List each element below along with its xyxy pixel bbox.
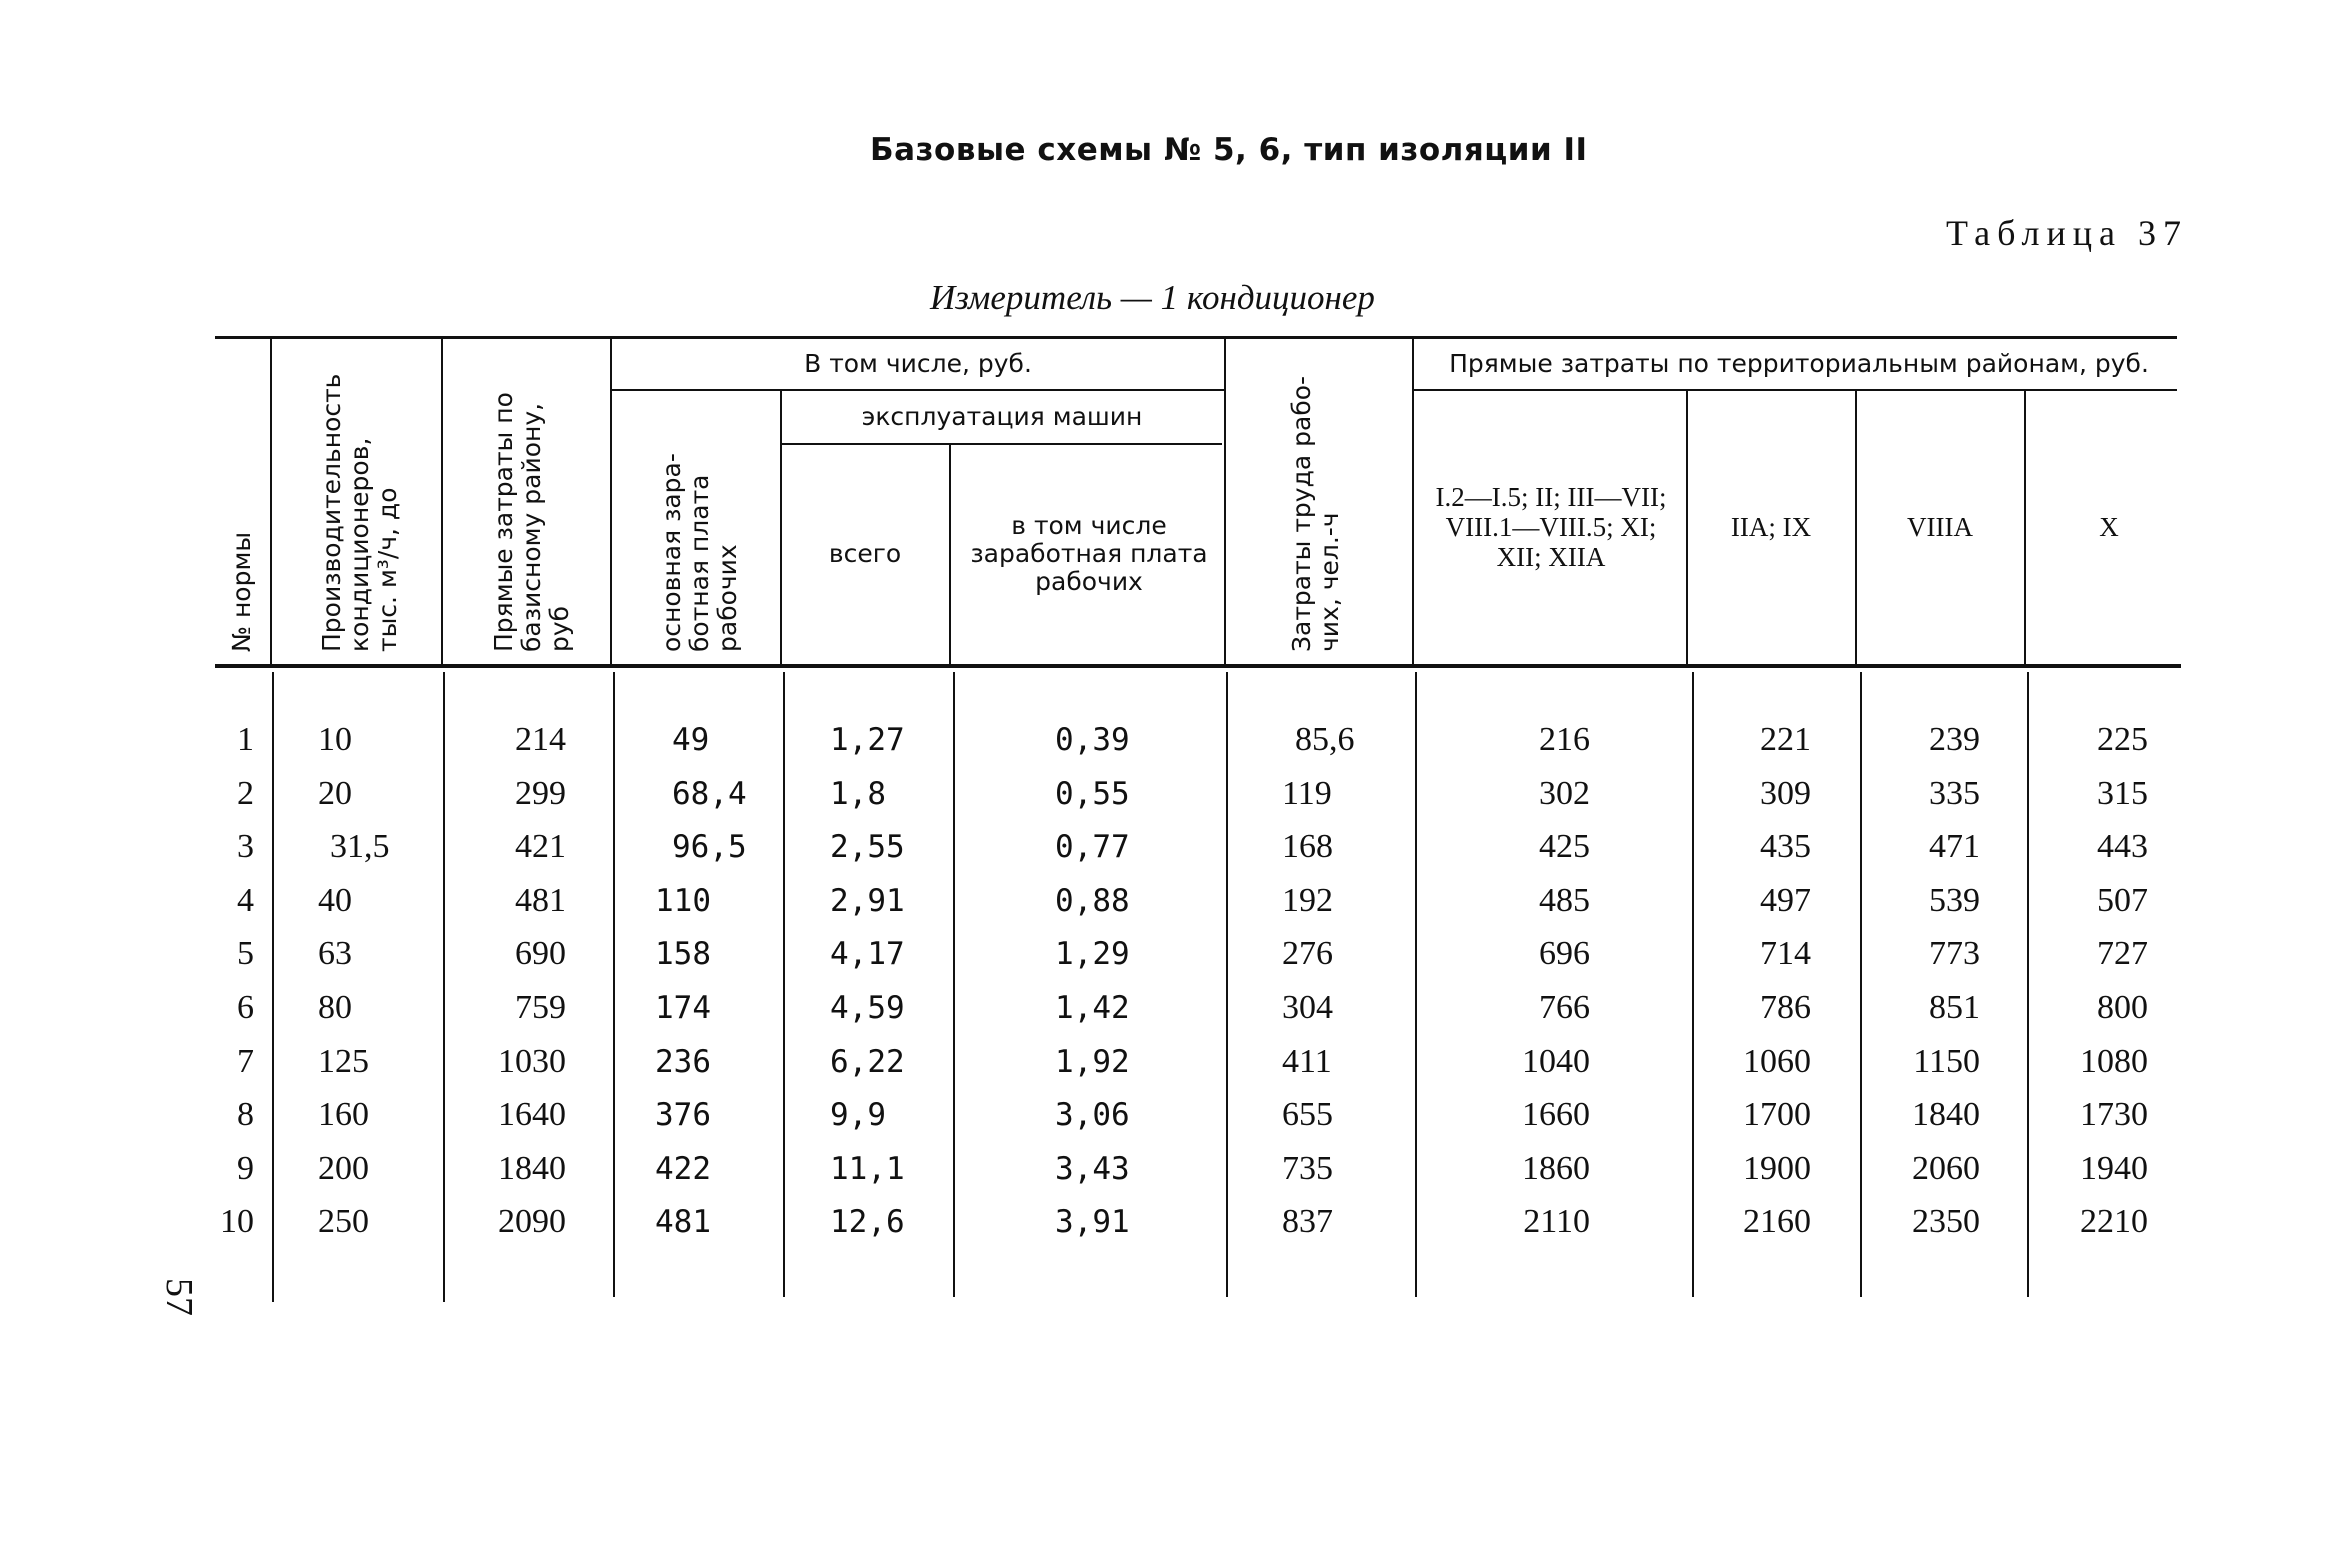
- cell-mach: 1,27: [830, 722, 905, 758]
- header-regions: Прямые затраты по территориальным районам, руб.: [1449, 349, 2149, 378]
- page-number: 57: [158, 1278, 200, 1316]
- header-norm-no: № нормы: [227, 531, 256, 652]
- table-top-rule: [215, 336, 2177, 339]
- cell-cap: 20: [318, 774, 352, 812]
- cell-r1: 302: [1539, 774, 1590, 812]
- cell-cap: 200: [318, 1149, 369, 1187]
- cell-mwage: 1,92: [1055, 1043, 1130, 1080]
- cell-wage: 96,5: [672, 829, 747, 866]
- cell-r3: 851: [1929, 989, 1980, 1026]
- header-machine-wage: в том числе заработная плата рабочих: [970, 511, 1208, 596]
- cell-mach: 11,1: [830, 1150, 905, 1187]
- cell-r1: 1040: [1522, 1042, 1590, 1080]
- header-capacity: Производительность кондиционеров, тыс. м³/ч, до: [317, 373, 402, 652]
- cell-labor: 168: [1282, 828, 1333, 866]
- cell-direct: 1840: [498, 1149, 566, 1187]
- cell-labor: 85,6: [1295, 721, 1355, 758]
- cell-n: 8: [237, 1096, 254, 1134]
- cell-direct: 2090: [498, 1203, 566, 1241]
- cell-mwage: 3,91: [1055, 1204, 1130, 1241]
- cell-r3: 2060: [1912, 1149, 1980, 1187]
- cell-cap: 40: [318, 881, 352, 919]
- cell-r3: 773: [1929, 935, 1980, 973]
- cell-n: 2: [237, 774, 254, 812]
- cell-labor: 411: [1282, 1042, 1332, 1080]
- cell-cap: 31,5: [330, 828, 390, 866]
- table-row: [0, 767, 2338, 821]
- cell-r4: 2210: [2080, 1203, 2148, 1241]
- cell-wage: 376: [655, 1097, 711, 1134]
- cell-labor: 192: [1282, 881, 1333, 919]
- header-divider: [949, 444, 951, 664]
- cell-r4: 727: [2097, 935, 2148, 973]
- cell-mach: 2,55: [830, 829, 905, 866]
- header-divider: [1224, 338, 1226, 664]
- cell-wage: 49: [672, 722, 710, 758]
- cell-labor: 837: [1282, 1203, 1333, 1241]
- header-region-1: I.2—I.5; II; III—VII; VIII.1—VIII.5; XI; XII; XIIA: [1435, 481, 1667, 573]
- cell-r3: 2350: [1912, 1203, 1980, 1241]
- cell-r2: 1900: [1743, 1149, 1811, 1187]
- cell-n: 9: [237, 1149, 254, 1187]
- header-direct-costs: Прямые затраты по базисному району, руб: [489, 392, 574, 652]
- cell-mach: 6,22: [830, 1043, 905, 1080]
- cell-r4: 443: [2097, 828, 2148, 866]
- cell-direct: 299: [515, 774, 566, 812]
- cell-mwage: 1,42: [1055, 990, 1130, 1026]
- cell-mwage: 0,39: [1055, 722, 1130, 758]
- cell-r1: 1860: [1522, 1149, 1590, 1187]
- cell-direct: 214: [515, 721, 566, 758]
- cell-r3: 239: [1929, 721, 1980, 758]
- cell-r2: 2160: [1743, 1203, 1811, 1241]
- header-bottom-rule: [215, 664, 2181, 668]
- cell-r2: 786: [1760, 989, 1811, 1026]
- cell-r2: 435: [1760, 828, 1811, 866]
- cell-mwage: 0,88: [1055, 882, 1130, 919]
- cell-r1: 1660: [1522, 1096, 1590, 1134]
- cell-direct: 1640: [498, 1096, 566, 1134]
- cell-r2: 1060: [1743, 1042, 1811, 1080]
- table-row: [0, 1142, 2338, 1196]
- header-divider: [270, 338, 272, 664]
- header-region-2: IIA; IX: [1730, 511, 1812, 542]
- cell-r3: 471: [1929, 828, 1980, 866]
- header-labor: Затраты труда рабо- чих, чел.-ч: [1287, 375, 1344, 652]
- cell-n: 3: [237, 828, 254, 866]
- cell-mwage: 0,77: [1055, 829, 1130, 866]
- cell-direct: 1030: [498, 1042, 566, 1080]
- regions-underline: [1414, 389, 2177, 391]
- cell-r4: 1940: [2080, 1149, 2148, 1187]
- cell-cap: 160: [318, 1096, 369, 1134]
- cell-r4: 315: [2097, 774, 2148, 812]
- cell-r1: 696: [1539, 935, 1590, 973]
- cell-wage: 158: [655, 936, 711, 973]
- cell-labor: 735: [1282, 1149, 1333, 1187]
- cell-n: 7: [237, 1042, 254, 1080]
- table-row: [0, 874, 2338, 928]
- cell-r2: 714: [1760, 935, 1811, 973]
- cell-n: 5: [237, 935, 254, 973]
- cell-mwage: 3,43: [1055, 1150, 1130, 1187]
- cell-r3: 539: [1929, 881, 1980, 919]
- cell-labor: 276: [1282, 935, 1333, 973]
- cell-r3: 1840: [1912, 1096, 1980, 1134]
- header-region-4: X: [2099, 511, 2119, 542]
- cell-r1: 766: [1539, 989, 1590, 1026]
- cell-n: 10: [220, 1203, 254, 1241]
- cell-direct: 759: [515, 989, 566, 1026]
- table-row: [0, 713, 2338, 767]
- header-base-wage: основная зара- ботная плата рабочих: [657, 453, 742, 652]
- cell-r3: 1150: [1913, 1042, 1980, 1080]
- cell-labor: 655: [1282, 1096, 1333, 1134]
- measure-caption: Измеритель — 1 кондиционер: [930, 278, 1375, 317]
- machine-underline: [782, 443, 1222, 445]
- cell-mach: 1,8: [830, 775, 886, 812]
- cell-r2: 221: [1760, 721, 1811, 758]
- cell-mach: 2,91: [830, 882, 905, 919]
- cell-n: 4: [237, 881, 254, 919]
- cell-wage: 174: [655, 990, 711, 1026]
- cell-r4: 1080: [2080, 1042, 2148, 1080]
- table-row: [0, 820, 2338, 874]
- cell-mach: 9,9: [830, 1097, 886, 1134]
- cell-wage: 236: [655, 1043, 711, 1080]
- cell-mach: 4,59: [830, 990, 905, 1026]
- cell-wage: 481: [655, 1204, 711, 1241]
- cell-r4: 1730: [2080, 1096, 2148, 1134]
- cell-r1: 425: [1539, 828, 1590, 866]
- cell-cap: 250: [318, 1203, 369, 1241]
- cell-labor: 119: [1282, 774, 1332, 812]
- table-row: [0, 1035, 2338, 1089]
- cell-n: 1: [237, 721, 254, 758]
- cell-cap: 125: [318, 1042, 369, 1080]
- cell-direct: 481: [515, 881, 566, 919]
- table-label: Таблица 37: [1946, 213, 2188, 253]
- cell-cap: 63: [318, 935, 352, 973]
- cell-direct: 690: [515, 935, 566, 973]
- cell-r4: 800: [2097, 989, 2148, 1026]
- header-divider: [441, 338, 443, 664]
- table-row: [0, 927, 2338, 981]
- cell-r1: 216: [1539, 721, 1590, 758]
- header-machine-operation: эксплуатация машин: [861, 402, 1143, 431]
- cell-mwage: 0,55: [1055, 775, 1130, 812]
- cell-mwage: 3,06: [1055, 1097, 1130, 1134]
- cell-r1: 485: [1539, 881, 1590, 919]
- cell-labor: 304: [1282, 989, 1333, 1026]
- including-underline: [612, 389, 1224, 391]
- cell-r2: 309: [1760, 774, 1811, 812]
- cell-r2: 497: [1760, 881, 1811, 919]
- cell-wage: 422: [655, 1150, 711, 1187]
- header-including: В том числе, руб.: [804, 349, 1032, 378]
- page-title: Базовые схемы № 5, 6, тип изоляции II: [870, 132, 1588, 168]
- cell-r2: 1700: [1743, 1096, 1811, 1134]
- header-machine-total: всего: [828, 539, 902, 568]
- cell-direct: 421: [515, 828, 566, 866]
- cell-r1: 2110: [1523, 1203, 1590, 1241]
- cell-r4: 507: [2097, 881, 2148, 919]
- table-row: [0, 1088, 2338, 1142]
- table-row: [0, 981, 2338, 1035]
- cell-r4: 225: [2097, 721, 2148, 758]
- cell-mach: 4,17: [830, 936, 905, 973]
- cell-wage: 110: [655, 882, 711, 919]
- cell-n: 6: [237, 989, 254, 1026]
- cell-cap: 10: [318, 721, 352, 758]
- cell-mach: 12,6: [830, 1204, 905, 1241]
- cell-wage: 68,4: [672, 775, 747, 812]
- table-row: [0, 1195, 2338, 1249]
- cell-mwage: 1,29: [1055, 936, 1130, 973]
- cell-r3: 335: [1929, 774, 1980, 812]
- cell-cap: 80: [318, 989, 352, 1026]
- header-region-3: VIIIA: [1907, 511, 1973, 542]
